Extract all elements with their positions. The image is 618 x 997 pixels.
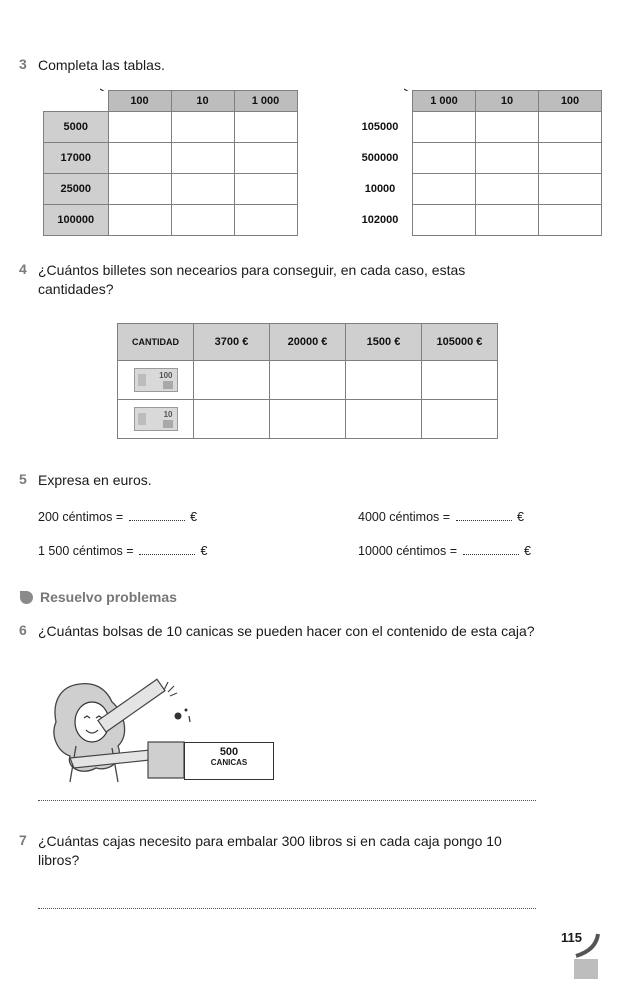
exercise-3-number: 3 — [19, 56, 27, 72]
bills-table — [117, 323, 498, 439]
conversion-line: 200 céntimos = € — [38, 510, 198, 524]
exercise-7-number: 7 — [19, 832, 27, 848]
exercise-4-question: ¿Cuántos billetes son necearios para conseguir, en cada caso, estas cantidades? — [38, 262, 466, 297]
answer-cell[interactable] — [234, 143, 297, 174]
exercise-7-question: ¿Cuántas cajas necesito para embalar 300 libros si en cada caja pongo 10 libros? — [38, 833, 502, 868]
exercise-3-instruction: Completa las tablas. — [38, 57, 165, 73]
banknote-10-icon — [134, 407, 178, 431]
table2-row-label: 102000 — [348, 205, 413, 236]
answer-cell[interactable] — [413, 174, 476, 205]
answer-cell[interactable] — [539, 205, 602, 236]
banknote-value: 10 — [163, 410, 173, 419]
conversion-line: 1 500 céntimos = € — [38, 544, 208, 558]
answer-cell[interactable] — [413, 205, 476, 236]
banknote-100-icon — [134, 368, 178, 392]
table1-header: 10 — [171, 91, 234, 112]
answer-cell[interactable] — [346, 400, 422, 439]
exercise-5-instruction: Expresa en euros. — [38, 472, 152, 488]
bill-10-cell — [118, 400, 194, 439]
exercise-4-number: 4 — [19, 261, 27, 277]
answer-cell[interactable] — [422, 361, 498, 400]
table2-header: 100 — [539, 91, 602, 112]
answer-cell[interactable] — [270, 400, 346, 439]
conversion-line: 10000 céntimos = € — [358, 544, 531, 558]
table2-header: 1 000 — [413, 91, 476, 112]
box-label: CANICAS — [210, 758, 248, 767]
exercise-6-question: ¿Cuántas bolsas de 10 canicas se pueden hacer con el contenido de esta caja? — [38, 623, 535, 639]
answer-cell[interactable] — [234, 112, 297, 143]
answer-cell[interactable] — [422, 400, 498, 439]
amount-header: 3700 € — [194, 324, 270, 361]
answer-cell[interactable] — [171, 143, 234, 174]
answer-cell[interactable] — [194, 361, 270, 400]
amount-header: 20000 € — [270, 324, 346, 361]
exercise-6-number: 6 — [19, 622, 27, 638]
answer-blank[interactable] — [129, 508, 185, 521]
answer-cell[interactable] — [171, 112, 234, 143]
answer-blank[interactable] — [463, 542, 519, 555]
answer-cell[interactable] — [476, 205, 539, 236]
exercise-5-number: 5 — [19, 471, 27, 487]
section-bullet-icon — [20, 591, 33, 604]
table1-row-label: 5000 — [44, 112, 109, 143]
answer-cell[interactable] — [476, 174, 539, 205]
answer-cell[interactable] — [194, 400, 270, 439]
answer-cell[interactable] — [476, 143, 539, 174]
banknote-value: 100 — [159, 371, 173, 380]
page-corner-tab — [574, 959, 598, 979]
answer-cell[interactable] — [539, 143, 602, 174]
answer-cell[interactable] — [346, 361, 422, 400]
amount-header: 1500 € — [346, 324, 422, 361]
answer-line[interactable] — [38, 908, 536, 909]
answer-cell[interactable] — [171, 174, 234, 205]
table2-header: 10 — [476, 91, 539, 112]
answer-line[interactable] — [38, 800, 536, 801]
box-number: 500 — [219, 746, 239, 758]
answer-cell[interactable] — [108, 174, 171, 205]
section-title: Resuelvo problemas — [40, 589, 177, 605]
conversion-line: 4000 céntimos = € — [358, 510, 524, 524]
answer-blank[interactable] — [139, 542, 195, 555]
table2-row-label: 500000 — [348, 143, 413, 174]
table1-row-label: 17000 — [44, 143, 109, 174]
answer-cell[interactable] — [413, 112, 476, 143]
answer-cell[interactable] — [108, 205, 171, 236]
table1-header: 100 — [108, 91, 171, 112]
table2-row-label: 10000 — [348, 174, 413, 205]
amount-header: 105000 € — [422, 324, 498, 361]
answer-cell[interactable] — [171, 205, 234, 236]
answer-blank[interactable] — [456, 508, 512, 521]
table-2 — [348, 90, 602, 236]
page-number: 115 — [561, 930, 582, 945]
answer-cell[interactable] — [234, 205, 297, 236]
answer-cell[interactable] — [539, 174, 602, 205]
page-curve-icon — [572, 932, 602, 958]
answer-cell[interactable] — [413, 143, 476, 174]
answer-cell[interactable] — [108, 143, 171, 174]
table2-row-label: 105000 — [348, 112, 413, 143]
answer-cell[interactable] — [539, 112, 602, 143]
answer-cell[interactable] — [108, 112, 171, 143]
bill-100-cell — [118, 361, 194, 400]
table1-header: 1 000 — [234, 91, 297, 112]
table1-row-label: 100000 — [44, 205, 109, 236]
table1-row-label: 25000 — [44, 174, 109, 205]
answer-cell[interactable] — [270, 361, 346, 400]
table-1 — [43, 90, 298, 236]
marble-box — [184, 742, 274, 780]
answer-cell[interactable] — [476, 112, 539, 143]
quantity-header: CANTIDAD — [118, 324, 194, 361]
answer-cell[interactable] — [234, 174, 297, 205]
